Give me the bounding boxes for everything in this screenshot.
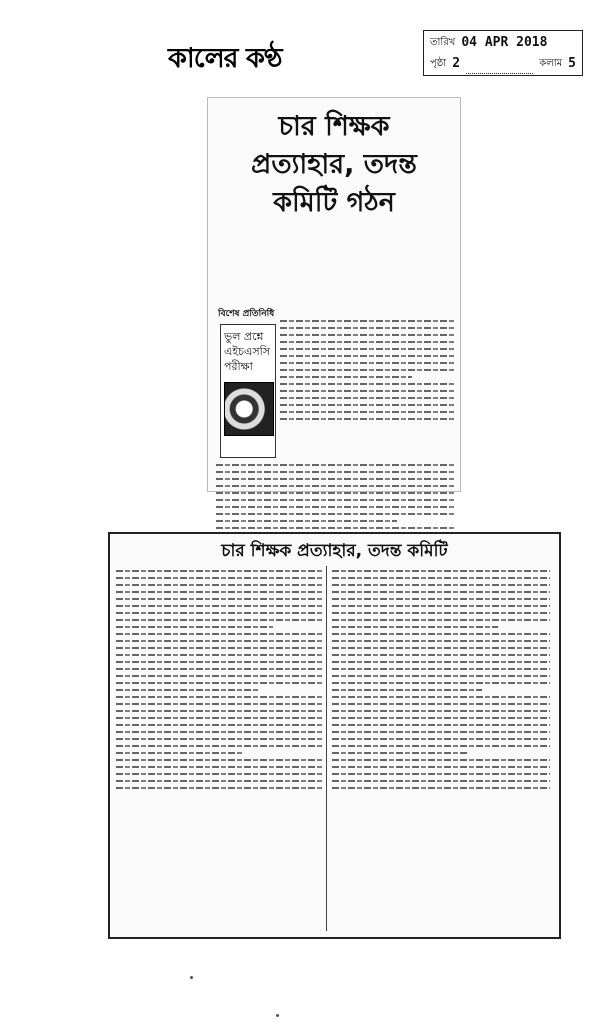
text-line xyxy=(116,717,322,719)
text-line xyxy=(280,376,412,378)
date-row xyxy=(430,32,576,53)
text-line xyxy=(332,745,550,747)
text-line xyxy=(116,745,322,747)
text-line xyxy=(116,668,322,670)
headline-line-1: চার শিক্ষক xyxy=(278,111,390,142)
text-line xyxy=(332,633,550,635)
text-line xyxy=(116,696,322,698)
page-column-row xyxy=(430,53,576,74)
text-line xyxy=(216,527,454,529)
text-line xyxy=(332,738,550,740)
text-line xyxy=(116,738,322,740)
text-line xyxy=(216,520,397,522)
date-label: তারিখ xyxy=(430,37,456,48)
text-line xyxy=(116,682,322,684)
text-line xyxy=(116,689,258,691)
text-line xyxy=(332,577,550,579)
text-line xyxy=(280,390,454,392)
text-line xyxy=(116,570,322,572)
news-clipping-continued xyxy=(108,532,561,939)
text-line xyxy=(116,661,322,663)
text-line xyxy=(116,724,322,726)
text-line xyxy=(280,348,454,350)
text-line xyxy=(280,327,454,329)
date-value: 04 APR 2018 xyxy=(461,35,548,50)
text-line xyxy=(116,780,322,782)
body-column-right xyxy=(332,566,550,931)
text-line xyxy=(216,471,454,473)
text-line xyxy=(332,605,550,607)
text-line xyxy=(116,773,322,775)
inset-line-3: পরীক্ষা xyxy=(224,360,253,373)
text-line xyxy=(216,506,454,508)
text-line xyxy=(280,404,454,406)
text-line xyxy=(332,619,550,621)
text-line xyxy=(116,675,322,677)
text-line xyxy=(332,626,498,628)
text-line xyxy=(332,570,550,572)
text-line xyxy=(116,787,322,789)
text-line xyxy=(116,752,244,754)
column-label: কলাম xyxy=(539,58,563,69)
text-line xyxy=(332,647,550,649)
inset-box xyxy=(220,324,276,458)
text-line xyxy=(280,355,454,357)
date-stamp xyxy=(423,30,583,76)
text-line xyxy=(332,731,550,733)
text-line xyxy=(280,397,454,399)
text-line xyxy=(216,513,454,515)
text-line xyxy=(332,654,550,656)
text-line xyxy=(116,633,322,635)
continued-headline: চার শিক্ষক প্রত্যাহার, তদন্ত কমিটি xyxy=(221,541,448,561)
masthead-logo: কালের কণ্ঠ xyxy=(168,43,282,74)
text-line xyxy=(280,383,454,385)
text-line xyxy=(332,703,550,705)
scan-speck xyxy=(276,1014,279,1017)
text-line xyxy=(332,640,550,642)
text-line xyxy=(116,759,322,761)
text-line xyxy=(280,362,454,364)
text-line xyxy=(332,591,550,593)
body-text-wide xyxy=(216,460,454,485)
text-line xyxy=(280,369,454,371)
text-line xyxy=(332,759,550,761)
text-line xyxy=(116,766,322,768)
text-line xyxy=(216,485,454,487)
text-line xyxy=(332,780,550,782)
text-line xyxy=(116,710,322,712)
text-line xyxy=(332,689,482,691)
headline-line-3: কমিটি গঠন xyxy=(273,187,395,218)
headline-line-2: প্রত্যাহার, তদন্ত xyxy=(251,149,417,180)
text-line xyxy=(332,724,550,726)
text-line xyxy=(116,584,322,586)
text-line xyxy=(116,591,322,593)
text-line xyxy=(332,710,550,712)
text-line xyxy=(116,654,322,656)
byline: বিশেষ প্রতিনিধি xyxy=(218,309,275,319)
text-line xyxy=(116,640,322,642)
text-line xyxy=(332,612,550,614)
text-line xyxy=(332,773,550,775)
text-line xyxy=(116,703,322,705)
text-line xyxy=(332,682,550,684)
text-line xyxy=(280,334,454,336)
scan-speck xyxy=(190,976,193,979)
text-line xyxy=(280,418,454,420)
text-line xyxy=(116,731,322,733)
text-line xyxy=(280,411,454,413)
text-line xyxy=(216,492,454,494)
text-line xyxy=(332,584,550,586)
news-clipping-front xyxy=(207,97,461,492)
text-line xyxy=(332,752,467,754)
text-line xyxy=(216,464,454,466)
text-line xyxy=(332,696,550,698)
text-line xyxy=(332,598,550,600)
text-line xyxy=(116,647,322,649)
text-line xyxy=(332,675,550,677)
inset-line-2: এইচএসসি xyxy=(224,345,271,358)
body-column-left xyxy=(116,566,322,931)
inset-line-1: ভুল প্রশ্নে xyxy=(224,330,264,343)
text-line xyxy=(116,612,322,614)
page-label: পৃষ্ঠা xyxy=(430,58,447,69)
text-line xyxy=(280,320,454,322)
text-line xyxy=(332,717,550,719)
text-line xyxy=(216,499,454,501)
column-value: 5 xyxy=(568,56,576,71)
inset-photo xyxy=(224,382,274,436)
text-line xyxy=(332,766,550,768)
text-line xyxy=(116,598,322,600)
text-line xyxy=(116,619,322,621)
page-value: 2 xyxy=(452,56,461,71)
text-line xyxy=(280,341,454,343)
clipping-headline xyxy=(208,108,460,222)
text-line xyxy=(332,661,550,663)
text-line xyxy=(216,478,454,480)
text-line xyxy=(116,605,322,607)
text-line xyxy=(116,577,322,579)
text-line xyxy=(116,626,273,628)
column-divider xyxy=(326,566,327,931)
text-line xyxy=(332,668,550,670)
text-line xyxy=(332,787,550,789)
